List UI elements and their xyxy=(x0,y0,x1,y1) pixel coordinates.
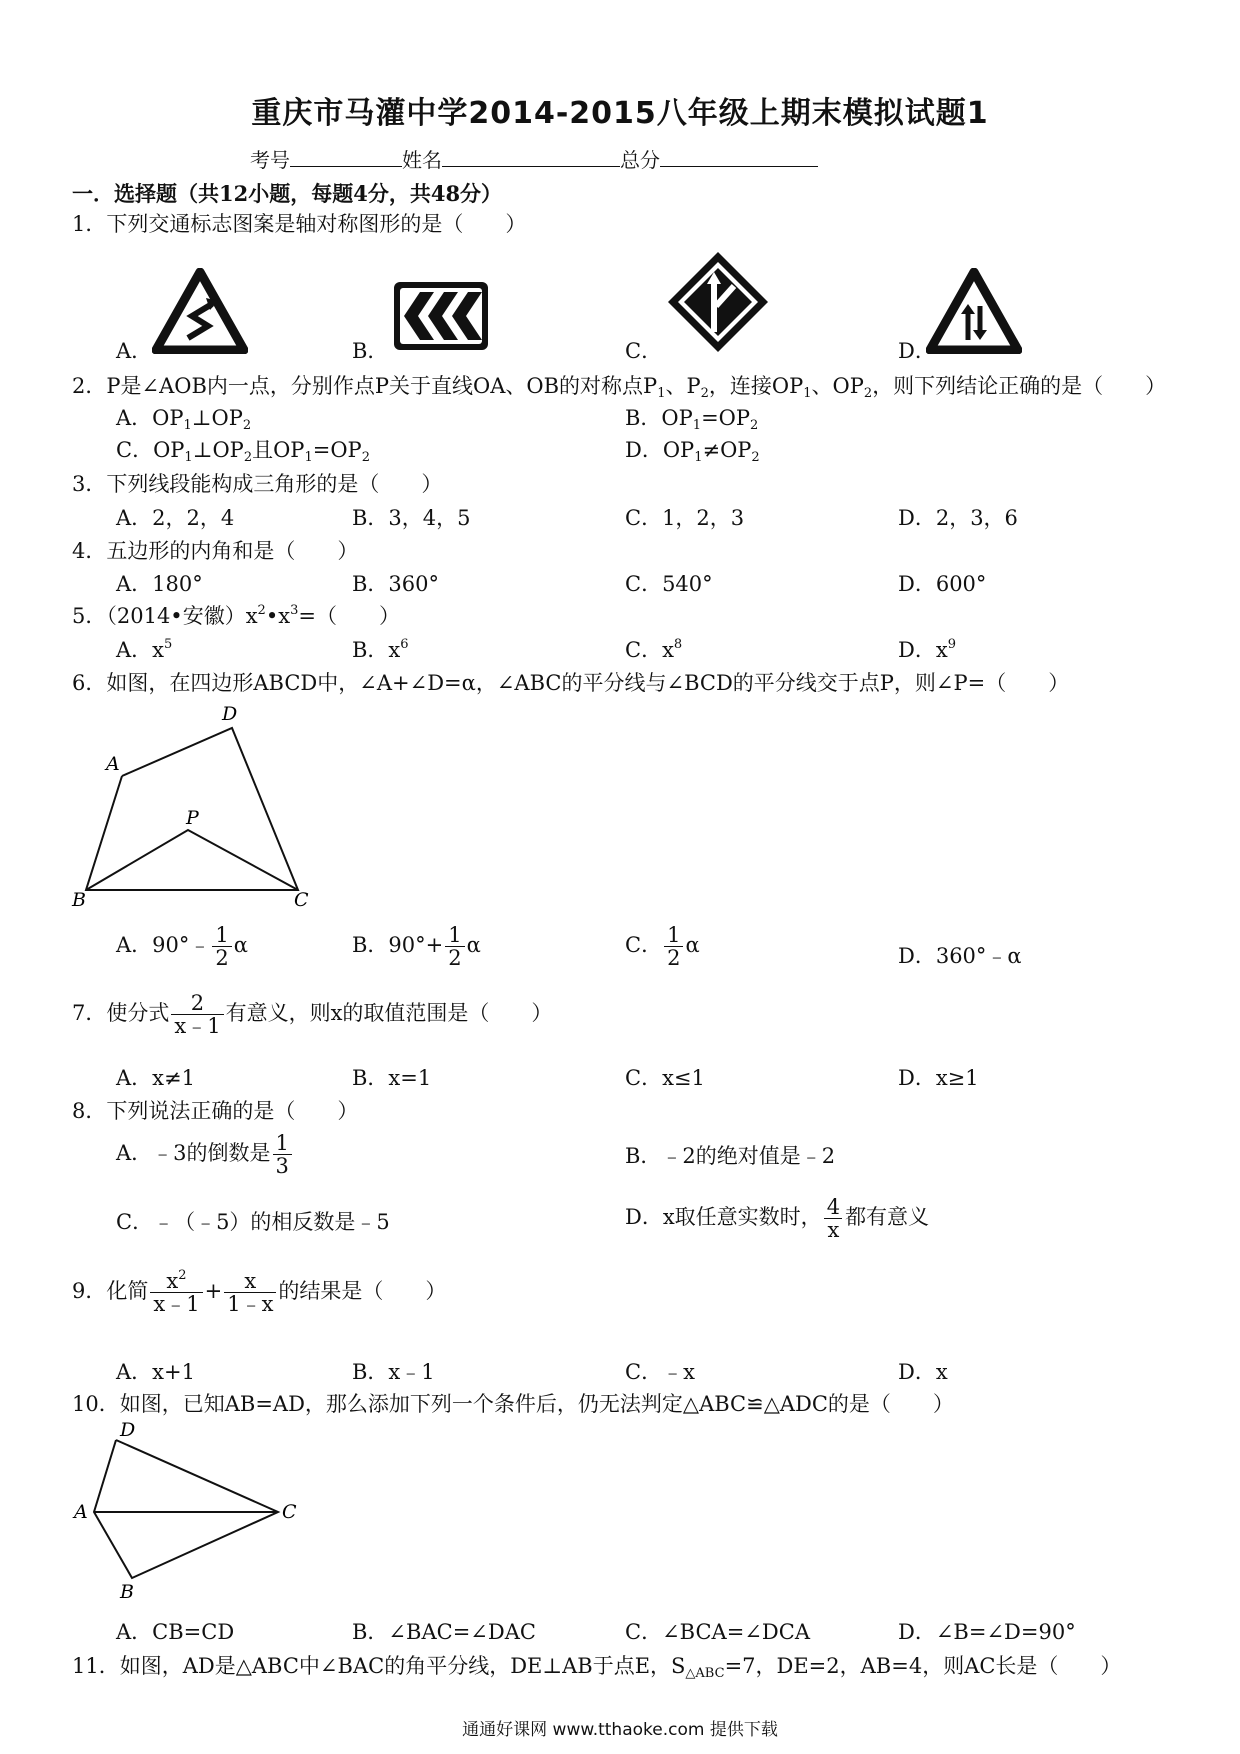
q7-option-b: B．x=1 xyxy=(352,1066,432,1090)
question-3-stem: 3．下列线段能构成三角形的是（ ） xyxy=(72,472,443,496)
q8-option-a: A．﹣3的倒数是 $\frac{1}{3}$ xyxy=(116,1132,294,1177)
section-heading: 一．选择题（共12小题，每题4分，共48分） xyxy=(72,181,503,206)
q9-option-b: B．x﹣1 xyxy=(352,1360,435,1384)
q6-label-d: D xyxy=(222,703,238,725)
q5-option-c: C．$x^8$ xyxy=(625,637,683,662)
q6-quadrilateral-figure xyxy=(70,700,330,910)
q4-option-b: B．360° xyxy=(352,572,440,596)
q8-option-b: B．﹣2的绝对值是﹣2 xyxy=(625,1144,836,1168)
q6-label-c: C xyxy=(294,889,309,910)
q5-option-d: D．$x^9$ xyxy=(898,637,956,662)
q7-option-c: C．x≤1 xyxy=(625,1066,705,1090)
q8-option-c: C．﹣（﹣5）的相反数是﹣5 xyxy=(116,1210,390,1234)
question-5-stem: 5．（2014•安徽）$x^2•x^3=$（ ） xyxy=(72,603,400,628)
question-10-stem: 10．如图，已知AB=AD，那么添加下列一个条件后，仍无法判定△ABC≌△ADC的是（ ） xyxy=(72,1392,954,1416)
page-title: 重庆市马灌中学2014-2015八年级上期末模拟试题1 xyxy=(251,96,989,131)
question-9-stem: 9．化简 $\frac{x^2}{x﹣1}$ + $\frac{x}{1﹣x}$ 的结果是（ ） xyxy=(72,1268,447,1317)
q10-option-b: B．∠BAC=∠DAC xyxy=(352,1620,536,1644)
exam-number-blank[interactable] xyxy=(290,148,402,167)
q9-option-a: A．x+1 xyxy=(116,1360,195,1384)
q6-label-p: P xyxy=(186,807,199,829)
question-1-stem: 1．下列交通标志图案是轴对称图形的是（ ） xyxy=(72,212,527,236)
q9-option-c: C．﹣x xyxy=(625,1360,695,1384)
q5-option-b: B．$x^6$ xyxy=(352,637,409,662)
q5-option-a: A．$x^5$ xyxy=(116,637,173,662)
q6-option-b: B．90°+ $\frac{1}{2}$ α xyxy=(352,923,481,971)
q1-option-a: A． xyxy=(116,339,153,363)
exam-info-line xyxy=(250,144,818,173)
question-2-stem: 2．P是∠AOB内一点，分别作点P关于直线OA、OB的对称点$P_1$、$P_2$，连接$OP_1$、$OP_2$，则下列结论正确的是（ ） xyxy=(72,374,1167,401)
total-score-label: 总分 xyxy=(620,148,660,172)
q10-option-d: D．∠B=∠D=90° xyxy=(898,1620,1076,1644)
question-6-stem: 6．如图，在四边形ABCD中，∠A+∠D=α，∠ABC的平分线与∠BCD的平分线交于点P，则∠P=（ ） xyxy=(72,671,1070,695)
q6-label-a: A xyxy=(106,753,120,775)
question-4-stem: 4．五边形的内角和是（ ） xyxy=(72,539,359,563)
exam-number-label: 考号 xyxy=(250,148,290,172)
q8-option-d: D．x取任意实数时， $\frac{4}{x}$ 都有意义 xyxy=(625,1195,930,1243)
q10-label-c: C xyxy=(282,1501,297,1523)
q3-option-c: C．1，2，3 xyxy=(625,506,745,530)
q10-label-b: B xyxy=(120,1581,134,1603)
winding-road-sign-icon xyxy=(152,268,248,354)
q4-option-d: D．600° xyxy=(898,572,987,596)
q4-option-c: C．540° xyxy=(625,572,713,596)
question-11-stem: 11．如图，AD是△ABC中∠BAC的角平分线，DE⊥AB于点E，$S_{\triangle ABC}=7$，DE=2，AB=4，则AC长是（ ） xyxy=(72,1654,1122,1681)
q7-option-d: D．x≥1 xyxy=(898,1066,979,1090)
q10-kite-figure xyxy=(70,1418,310,1608)
chevron-sign-icon xyxy=(392,280,490,352)
q4-option-a: A．180° xyxy=(116,572,203,596)
q10-option-a: A．CB=CD xyxy=(116,1620,235,1644)
name-label: 姓名 xyxy=(402,148,442,172)
q6-option-a: A．90°﹣ $\frac{1}{2}$ α xyxy=(116,923,248,971)
question-8-stem: 8．下列说法正确的是（ ） xyxy=(72,1099,359,1123)
q9-option-d: D．x xyxy=(898,1360,948,1384)
q10-label-a: A xyxy=(74,1501,88,1523)
q1-option-d: D． xyxy=(898,339,936,363)
q1-option-c: C． xyxy=(625,339,663,363)
q10-option-c: C．∠BCA=∠DCA xyxy=(625,1620,810,1644)
name-blank[interactable] xyxy=(442,148,620,167)
total-score-blank[interactable] xyxy=(660,148,818,167)
q2-option-d: D．$OP_1\ne OP_2$ xyxy=(625,438,760,465)
question-7-stem: 7．使分式 $\frac{2}{x﹣1}$ 有意义，则x的取值范围是（ ） xyxy=(72,991,553,1039)
q2-option-b: B．$OP_1=OP_2$ xyxy=(625,406,759,433)
q3-option-d: D．2，3，6 xyxy=(898,506,1018,530)
q3-option-b: B．3，4，5 xyxy=(352,506,471,530)
q3-option-a: A．2，2，4 xyxy=(116,506,235,530)
kite-abcd-edges xyxy=(94,1440,278,1578)
q6-option-d: D．360°﹣α xyxy=(898,944,1022,968)
q2-option-a: A．$OP_1\perp OP_2$ xyxy=(116,406,252,433)
q6-option-c: C． $\frac{1}{2}$ α xyxy=(625,923,700,971)
two-way-traffic-sign-icon xyxy=(926,268,1022,354)
bisector-segments-bpc xyxy=(86,830,298,890)
page-footer[interactable]: 通通好课网 www.tthaoke.com 提供下载 xyxy=(462,1720,778,1740)
q1-option-b: B． xyxy=(352,339,389,363)
q2-option-c: C．$OP_1\perp OP_2$且$OP_1=OP_2$ xyxy=(116,438,370,465)
q6-label-b: B xyxy=(72,889,86,910)
q7-option-a: A．x≠1 xyxy=(116,1066,195,1090)
merge-diamond-sign-icon xyxy=(666,250,770,354)
q10-label-d: D xyxy=(120,1419,136,1441)
